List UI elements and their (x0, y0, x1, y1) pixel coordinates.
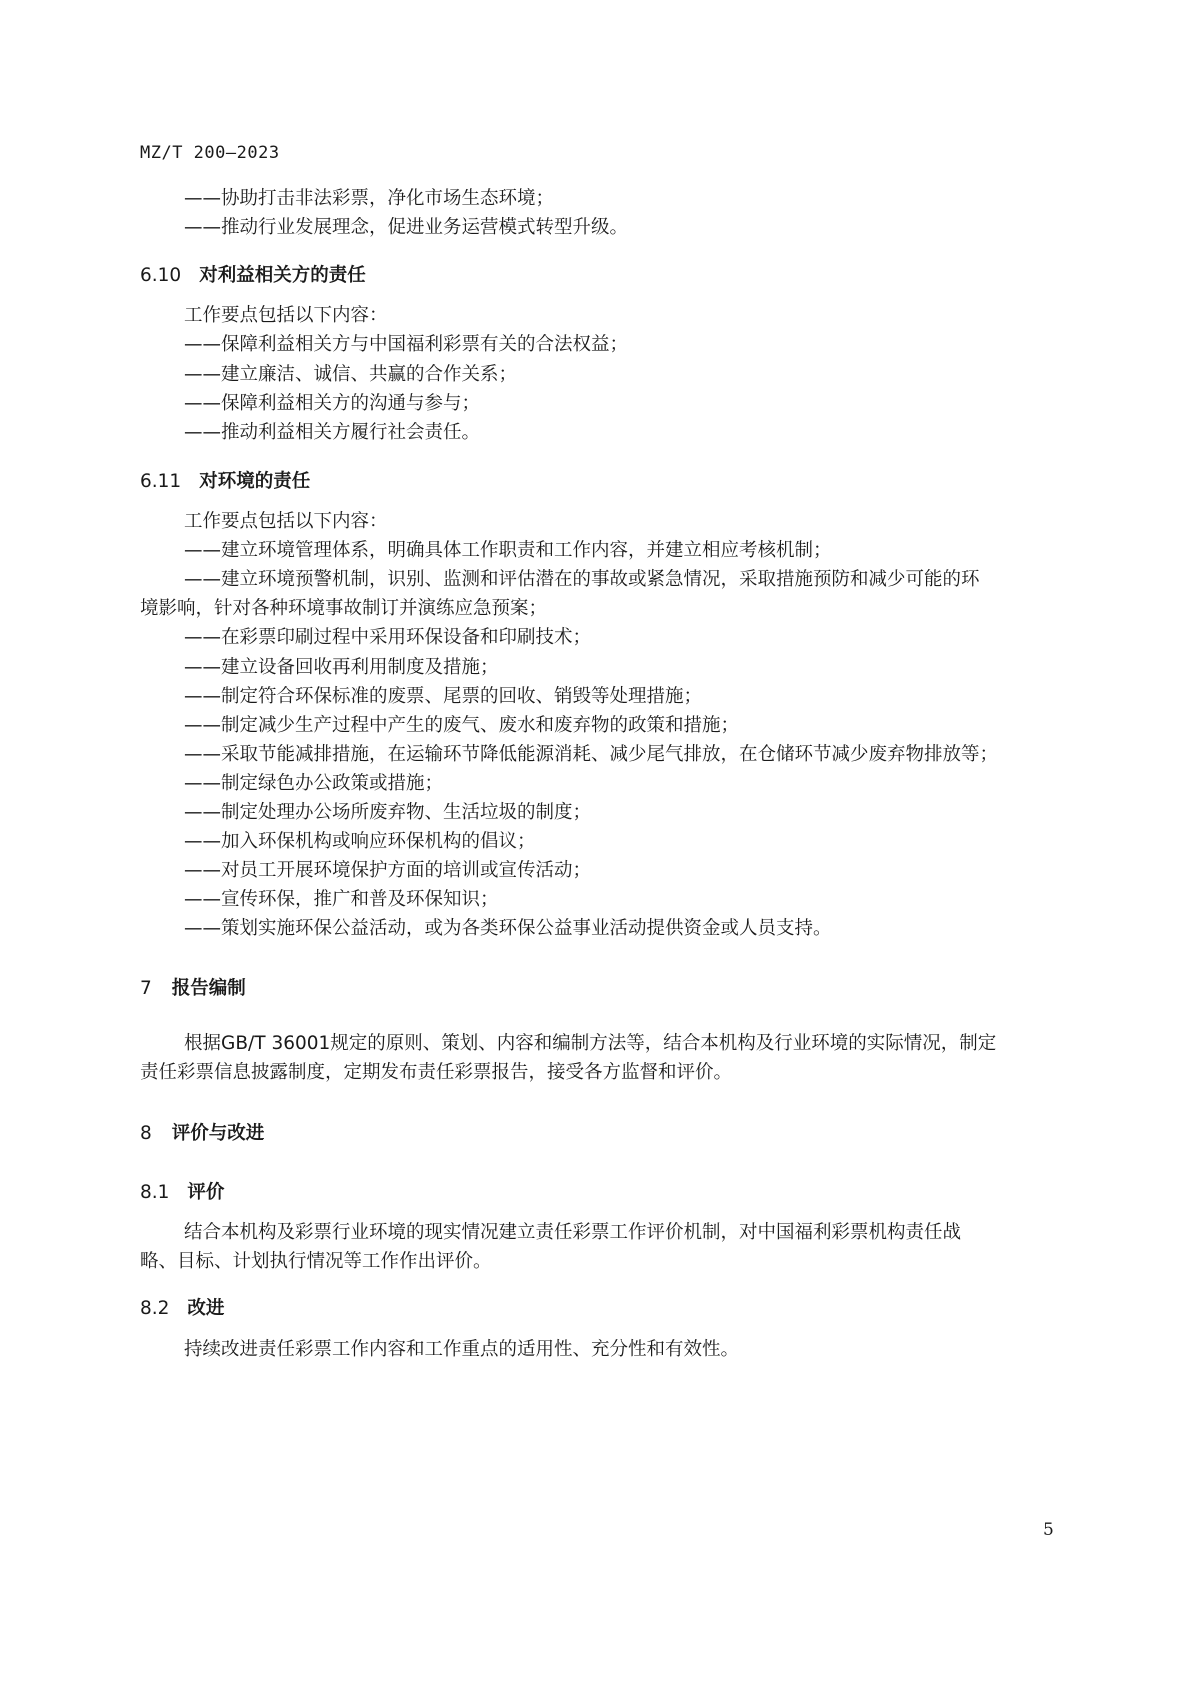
section-number: 8 (140, 1123, 152, 1144)
section-lead: 工作要点包括以下内容： (184, 305, 388, 326)
paragraph-line: 责任彩票信息披露制度，定期发布责任彩票报告，接受各方监督和评价。 (140, 1062, 733, 1083)
list-item-continuation: 境影响，针对各种环境事故制订并演练应急预案； (140, 598, 548, 619)
section-title: 改进 (187, 1298, 225, 1319)
list-item: ——制定处理办公场所废弃物、生活垃圾的制度； (184, 802, 592, 823)
list-item: ——制定符合环保标准的废票、尾票的回收、销毁等处理措施； (184, 686, 703, 707)
list-item: ——建立环境管理体系，明确具体工作职责和工作内容，并建立相应考核机制； (184, 540, 832, 561)
list-item: ——保障利益相关方的沟通与参与； (184, 393, 481, 414)
paragraph-line: 结合本机构及彩票行业环境的现实情况建立责任彩票工作评价机制，对中国福利彩票机构责任战 (184, 1222, 962, 1243)
section-number: 8.1 (140, 1182, 170, 1203)
section-number: 8.2 (140, 1298, 170, 1319)
list-item: ——推动行业发展理念，促进业务运营模式转型升级。 (184, 217, 629, 238)
list-item: ——宣传环保，推广和普及环保知识； (184, 889, 499, 910)
section-title: 评价 (187, 1182, 225, 1203)
page-number: 5 (1043, 1520, 1054, 1540)
section-title: 对环境的责任 (199, 471, 311, 492)
section-heading-8 (140, 1119, 264, 1145)
paragraph-line: 根据GB/T 36001规定的原则、策划、内容和编制方法等，结合本机构及行业环境的实际情况，制定 (184, 1033, 997, 1054)
list-item: ——对员工开展环境保护方面的培训或宣传活动； (184, 860, 592, 881)
list-item: ——策划实施环保公益活动，或为各类环保公益事业活动提供资金或人员支持。 (184, 918, 832, 939)
section-title: 对利益相关方的责任 (199, 265, 366, 286)
list-item: ——建立廉洁、诚信、共赢的合作关系； (184, 364, 518, 385)
list-item: ——加入环保机构或响应环保机构的倡议； (184, 831, 536, 852)
list-item: ——推动利益相关方履行社会责任。 (184, 422, 481, 443)
section-number: 6.10 (140, 265, 182, 286)
document-code: MZ/T 200—2023 (140, 143, 280, 163)
list-item: ——在彩票印刷过程中采用环保设备和印刷技术； (184, 627, 592, 648)
list-item: ——采取节能减排措施，在运输环节降低能源消耗、减少尾气排放，在仓储环节减少废弃物排放等； (184, 744, 999, 765)
section-number: 7 (140, 978, 152, 999)
list-item: ——建立环境预警机制，识别、监测和评估潜在的事故或紧急情况，采取措施预防和减少可能的环 (184, 569, 980, 590)
section-heading-8-2 (140, 1294, 224, 1320)
paragraph-line: 持续改进责任彩票工作内容和工作重点的适用性、充分性和有效性。 (184, 1339, 740, 1360)
list-item: ——保障利益相关方与中国福利彩票有关的合法权益； (184, 334, 629, 355)
paragraph-line: 略、目标、计划执行情况等工作作出评价。 (140, 1251, 492, 1272)
section-heading-7 (140, 974, 246, 1000)
section-heading-6-10 (140, 261, 366, 287)
list-item: ——协助打击非法彩票，净化市场生态环境； (184, 188, 555, 209)
section-heading-6-11 (140, 467, 310, 493)
list-item: ——建立设备回收再利用制度及措施； (184, 657, 499, 678)
list-item: ——制定减少生产过程中产生的废气、废水和废弃物的政策和措施； (184, 715, 740, 736)
section-heading-8-1 (140, 1178, 224, 1204)
section-lead: 工作要点包括以下内容： (184, 511, 388, 532)
list-item: ——制定绿色办公政策或措施； (184, 773, 444, 794)
section-title: 报告编制 (171, 978, 246, 999)
section-title: 评价与改进 (171, 1123, 265, 1144)
section-number: 6.11 (140, 471, 182, 492)
